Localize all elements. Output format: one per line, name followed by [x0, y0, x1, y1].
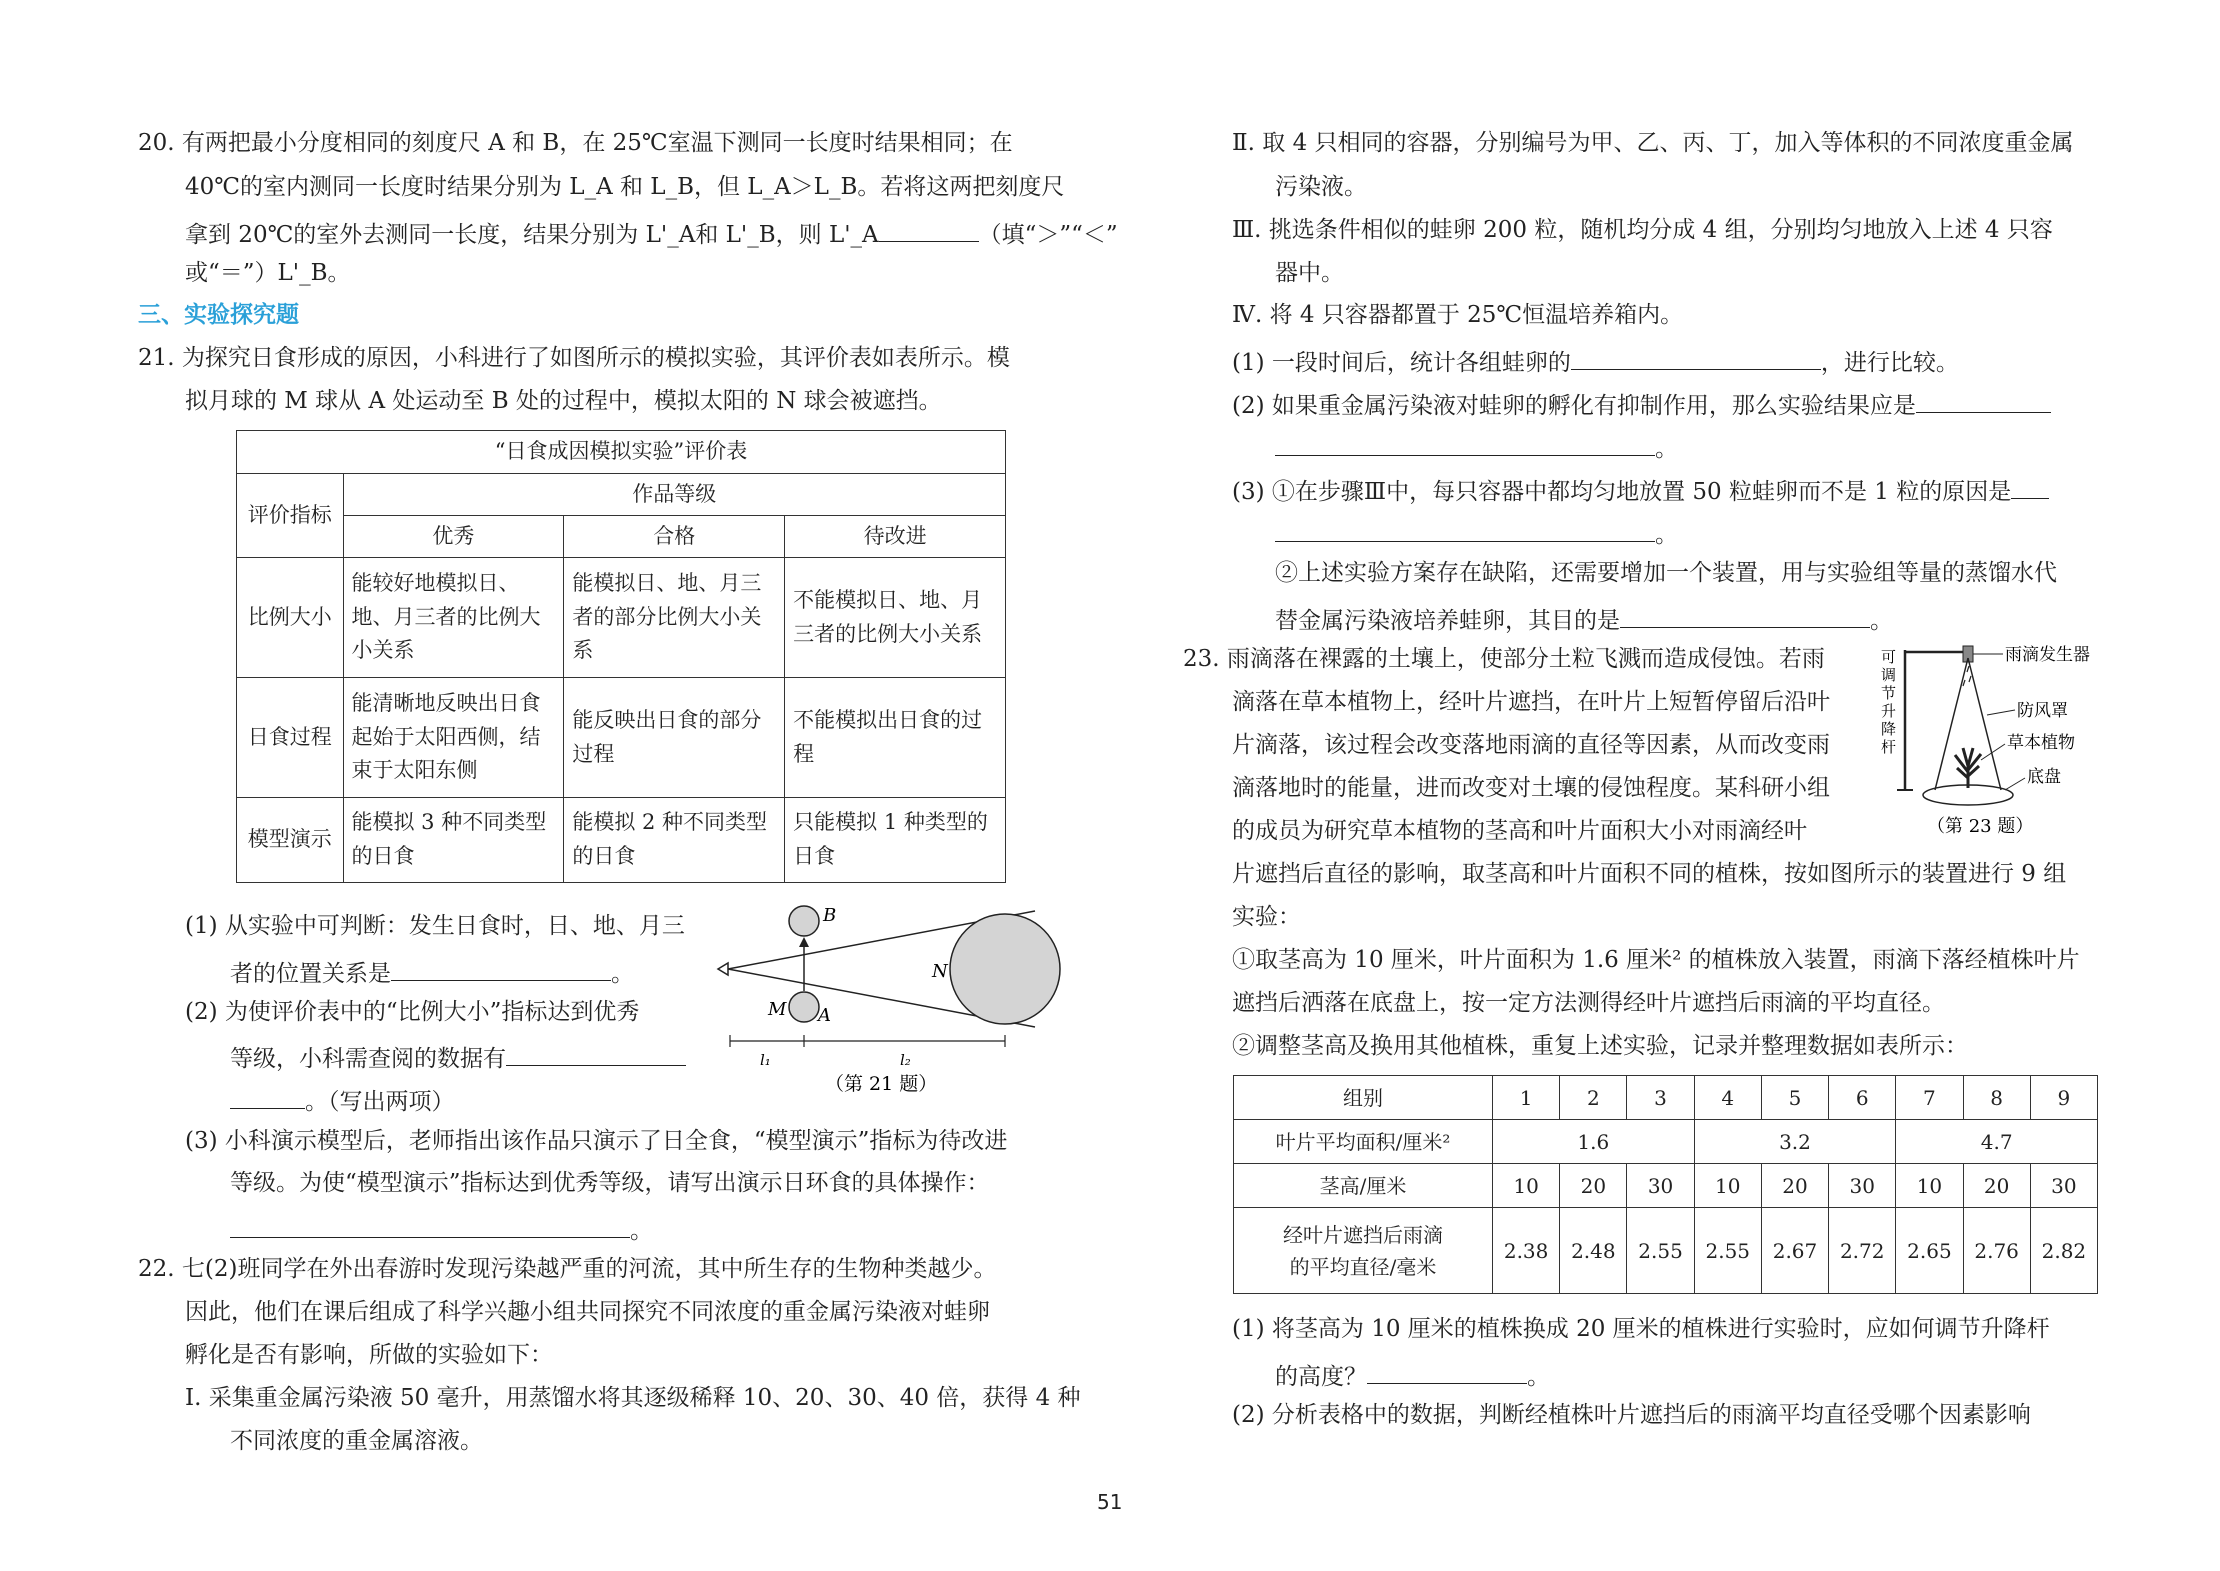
q21-part3-line2: 等级。为使“模型演示”指标达到优秀等级，请写出演示日环食的具体操作：	[230, 1170, 990, 1196]
q22-part2-line1: (2) 如果重金属污染液对蛙卵的孵化有抑制作用，那么实验结果应是	[1232, 390, 2051, 418]
table-cell: 能模拟 3 种不同类型的日食	[343, 798, 564, 883]
group-number: 8	[1963, 1076, 2030, 1120]
table-cell: 能反映出日食的部分过程	[564, 678, 785, 798]
evaluation-table	[236, 430, 1006, 883]
q21-part3-blank[interactable]	[230, 1215, 630, 1238]
height-value: 10	[1694, 1164, 1761, 1208]
q22-part3-blank-a[interactable]	[2011, 476, 2049, 499]
area-label: 叶片平均面积/厘米²	[1234, 1120, 1493, 1164]
q23-line2: 滴落在草本植物上，经叶片遮挡，在叶片上短暂停留后沿叶	[1232, 689, 1830, 715]
group-number: 3	[1627, 1076, 1694, 1120]
label-plant: 草本植物	[2007, 733, 2075, 753]
group-number: 9	[2030, 1076, 2097, 1120]
q21-part3-line3: 。	[230, 1215, 653, 1243]
height-value: 20	[1560, 1164, 1627, 1208]
group-number: 2	[1560, 1076, 1627, 1120]
q20-line3: 拿到 20℃的室外去测同一长度，结果分别为 L'_A和 L'_B，则 L'_A （填“＞”“＜”	[185, 219, 1118, 247]
q22-part2-blank-a[interactable]	[1916, 390, 2051, 413]
page-number: 51	[1097, 1490, 1123, 1514]
diameter-label: 经叶片遮挡后雨滴 的平均直径/毫米	[1234, 1208, 1493, 1294]
q23-part1-line2: 的高度？ 。	[1275, 1361, 1550, 1389]
height-value: 10	[1493, 1164, 1560, 1208]
label-n: N	[932, 961, 948, 982]
eclipse-diagram	[700, 895, 1070, 1095]
level-pass: 合格	[564, 516, 785, 558]
height-value: 10	[1896, 1164, 1963, 1208]
diameter-value: 2.82	[2030, 1208, 2097, 1294]
q23-part2-line1: (2) 分析表格中的数据，判断经植株叶片遮挡后的雨滴平均直径受哪个因素影响	[1232, 1402, 2031, 1428]
table-cell: 只能模拟 1 种类型的日食	[785, 798, 1006, 883]
diameter-value: 2.48	[1560, 1208, 1627, 1294]
q20-line4: 或“＝”）L'_B。	[185, 260, 351, 286]
table-cell: 能模拟日、地、月三者的部分比例大小关系	[564, 558, 785, 678]
group-number: 6	[1829, 1076, 1896, 1120]
q21-part2-line3: 。（写出两项）	[230, 1086, 455, 1114]
q22-step2-line2: 污染液。	[1275, 174, 1367, 200]
q21-line2: 拟月球的 M 球从 A 处运动至 B 处的过程中，模拟太阳的 N 球会被遮挡。	[185, 388, 942, 414]
table-cell: 能较好地模拟日、地、月三者的比例大小关系	[343, 558, 564, 678]
q22-part2-blank-b[interactable]	[1275, 433, 1655, 456]
q23-line10: ②调整茎高及换用其他植株，重复上述实验，记录并整理数据如表所示：	[1232, 1033, 1968, 1059]
group-number: 4	[1694, 1076, 1761, 1120]
q22-part3-blank-b[interactable]	[1275, 519, 1655, 542]
q22-line2: 因此，他们在课后组成了科学兴趣小组共同探究不同浓度的重金属污染液对蛙卵	[185, 1299, 990, 1325]
q23-line5: 的成员为研究草本植物的茎高和叶片面积大小对雨滴经叶	[1232, 818, 1807, 844]
diameter-value: 2.76	[1963, 1208, 2030, 1294]
row-name: 模型演示	[237, 798, 344, 883]
q23-line7: 实验：	[1232, 904, 1301, 930]
q22-line3: 孵化是否有影响，所做的实验如下：	[185, 1342, 553, 1368]
q22-step1-line1: Ⅰ. 采集重金属污染液 50 毫升，用蒸馏水将其逐级稀释 10、20、30、40 倍，获得 4 种	[185, 1385, 1081, 1411]
q23-part1-blank[interactable]	[1367, 1361, 1527, 1384]
q22-part1-blank[interactable]	[1571, 347, 1821, 370]
label-tray: 底盘	[2027, 767, 2061, 787]
label-m: M	[768, 999, 787, 1020]
level-improve: 待改进	[785, 516, 1006, 558]
q22-part1: (1) 一段时间后，统计各组蛙卵的 ，进行比较。	[1232, 347, 1959, 375]
q21-part1-line2: 者的位置关系是 。	[230, 958, 634, 986]
q22-step2-line1: Ⅱ. 取 4 只相同的容器，分别编号为甲、乙、丙、丁，加入等体积的不同浓度重金属	[1232, 130, 2074, 156]
q22-part3-line1: (3) ①在步骤Ⅲ中，每只容器中都均匀地放置 50 粒蛙卵而不是 1 粒的原因是	[1232, 476, 2049, 504]
diameter-value: 2.72	[1829, 1208, 1896, 1294]
plant-icon	[1955, 748, 1981, 788]
sun-ball-n	[950, 914, 1060, 1024]
label-a: A	[818, 1005, 831, 1026]
level-excellent: 优秀	[343, 516, 564, 558]
q22-part3-line4: 替金属污染液培养蛙卵，其目的是 。	[1275, 605, 1893, 633]
diameter-value: 2.38	[1493, 1208, 1560, 1294]
table-cell: 能模拟 2 种不同类型的日食	[564, 798, 785, 883]
q21-part1-line1: (1) 从实验中可判断：发生日食时，日、地、月三	[185, 913, 685, 939]
q22-step3-line1: Ⅲ. 挑选条件相似的蛙卵 200 粒，随机均分成 4 组，分别均匀地放入上述 4 只容	[1232, 217, 2053, 243]
height-value: 30	[2030, 1164, 2097, 1208]
height-label: 茎高/厘米	[1234, 1164, 1493, 1208]
q21-part2-blank-b[interactable]	[230, 1086, 305, 1109]
pole-label-char: 升	[1881, 702, 1897, 720]
moon-ball-b	[789, 906, 819, 936]
height-value: 20	[1761, 1164, 1828, 1208]
table-title: “日食成因模拟实验”评价表	[237, 431, 1006, 474]
row-name: 日食过程	[237, 678, 344, 798]
q22-part3-blank-c[interactable]	[1620, 605, 1870, 628]
q21-part2-blank-a[interactable]	[506, 1043, 686, 1066]
q22-part3-line2: 。	[1275, 519, 1678, 547]
table-cell: 不能模拟出日食的过程	[785, 678, 1006, 798]
table-cell: 能清晰地反映出日食起始于太阳西侧，结束于太阳东侧	[343, 678, 564, 798]
group-number: 1	[1493, 1076, 1560, 1120]
q22-step3-line2: 器中。	[1275, 260, 1344, 286]
q20-line1: 20. 有两把最小分度相同的刻度尺 A 和 B，在 25℃室温下测同一长度时结果相同；在	[138, 130, 1013, 156]
label-b: B	[823, 905, 837, 926]
pole-label-char: 杆	[1881, 738, 1897, 756]
q22-part2-line2: 。	[1275, 433, 1678, 461]
q22-line1: 22. 七(2)班同学在外出春游时发现污染越严重的河流，其中所生存的生物种类越少。	[138, 1256, 997, 1282]
label-shield: 防风罩	[2017, 701, 2068, 721]
q23-part1-line1: (1) 将茎高为 10 厘米的植株换成 20 厘米的植株进行实验时，应如何调节升降杆	[1232, 1316, 2050, 1342]
fig21-caption: （第 21 题）	[825, 1073, 938, 1095]
table-cell: 不能模拟日、地、月三者的比例大小关系	[785, 558, 1006, 678]
diameter-value: 2.67	[1761, 1208, 1828, 1294]
q23-line8: ①取茎高为 10 厘米，叶片面积为 1.6 厘米² 的植株放入装置，雨滴下落经植株叶片	[1232, 947, 2080, 973]
fig23-caption: （第 23 题）	[1927, 816, 2034, 837]
area-value: 4.7	[1896, 1120, 2098, 1164]
height-value: 20	[1963, 1164, 2030, 1208]
group-label: 组别	[1234, 1076, 1493, 1120]
eye-icon	[718, 963, 728, 975]
diameter-value: 2.65	[1896, 1208, 1963, 1294]
grade-header: 作品等级	[343, 474, 1006, 516]
q22-part3-line3: ②上述实验方案存在缺陷，还需要增加一个装置，用与实验组等量的蒸馏水代	[1275, 560, 2057, 586]
q23-line1: 23. 雨滴落在裸露的土壤上，使部分土粒飞溅而造成侵蚀。若雨	[1183, 646, 1825, 672]
q20-line2: 40℃的室内测同一长度时结果分别为 L_A 和 L_B，但 L_A＞L_B。若将这两把刻度尺	[185, 174, 1065, 200]
moon-ball-m	[789, 992, 819, 1022]
area-value: 1.6	[1493, 1120, 1695, 1164]
pole-label-char: 可	[1881, 648, 1897, 666]
height-value: 30	[1829, 1164, 1896, 1208]
row-name: 比例大小	[237, 558, 344, 678]
label-l1: l₁	[760, 1051, 771, 1069]
pole-label-char: 节	[1881, 684, 1897, 702]
q21-part1-blank[interactable]	[391, 958, 611, 981]
label-rain-generator: 雨滴发生器	[2005, 645, 2090, 665]
q21-part2-line2: 等级，小科需查阅的数据有	[230, 1043, 686, 1071]
diameter-value: 2.55	[1694, 1208, 1761, 1294]
q22-step4: Ⅳ. 将 4 只容器都置于 25℃恒温培养箱内。	[1232, 302, 1684, 328]
q23-line9: 遮挡后洒落在底盘上，按一定方法测得经叶片遮挡后雨滴的平均直径。	[1232, 990, 1945, 1016]
pole-label-char: 调	[1881, 666, 1897, 684]
area-value: 3.2	[1694, 1120, 1896, 1164]
q21-part2-line1: (2) 为使评价表中的“比例大小”指标达到优秀	[185, 999, 640, 1025]
q23-line6: 片遮挡后直径的影响，取茎高和叶片面积不同的植株，按如图所示的装置进行 9 组	[1232, 861, 2067, 887]
q23-line4: 滴落地时的能量，进而改变对土壤的侵蚀程度。某科研小组	[1232, 775, 1830, 801]
q21-line1: 21. 为探究日食形成的原因，小科进行了如图所示的模拟实验，其评价表如表所示。模	[138, 345, 1010, 371]
diameter-value: 2.55	[1627, 1208, 1694, 1294]
label-l2: l₂	[900, 1051, 911, 1069]
section-title-experiment: 三、实验探究题	[138, 302, 299, 328]
q21-part3-line1: (3) 小科演示模型后，老师指出该作品只演示了日全食，“模型演示”指标为待改进	[185, 1128, 1008, 1154]
group-number: 5	[1761, 1076, 1828, 1120]
pole-label-char: 降	[1881, 720, 1897, 738]
q22-step1-line2: 不同浓度的重金属溶液。	[230, 1428, 483, 1454]
indicator-header: 评价指标	[237, 474, 344, 558]
rain-apparatus-diagram	[1875, 640, 2115, 840]
q20-answer-blank[interactable]	[879, 219, 979, 242]
group-number: 7	[1896, 1076, 1963, 1120]
height-value: 30	[1627, 1164, 1694, 1208]
q23-line3: 片滴落，该过程会改变落地雨滴的直径等因素，从而改变雨	[1232, 732, 1830, 758]
wind-shield	[1935, 658, 1968, 790]
data-table	[1233, 1075, 2098, 1294]
